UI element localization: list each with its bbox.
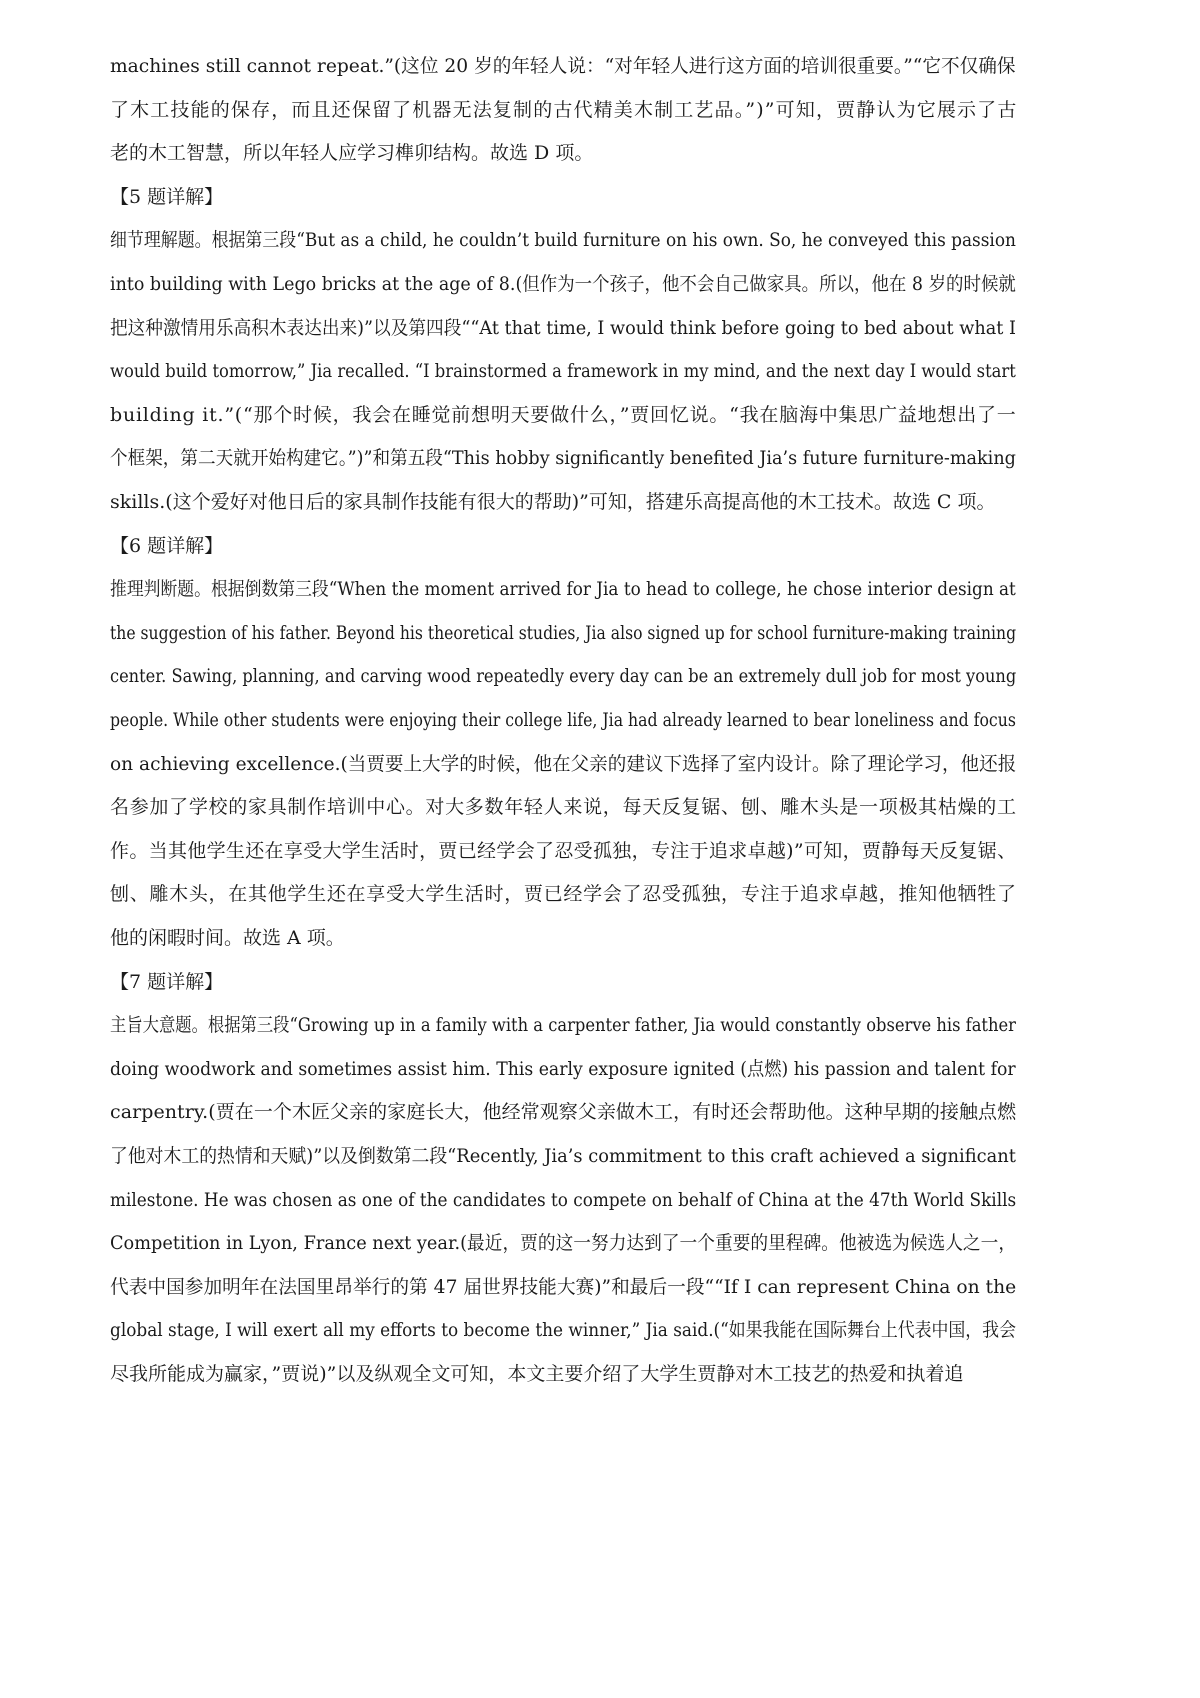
q5-heading: 【5 题详解】: [110, 185, 224, 208]
text-line: 名参加了学校的家具制作培训中心。对大多数年轻人来说，每天反复锯、刨、雕木头是一项极其枯燥的工: [110, 796, 1017, 819]
text-line: Competition in Lyon, France next year.(最近，贾的这一努力达到了一个重要的里程碑。他被选为候选人之一，: [110, 1232, 1017, 1255]
text-line: skills.(这个爱好对他日后的家具制作技能有很大的帮助)”可知，搭建乐高提高他的木工技术。故选 C 项。: [110, 491, 996, 513]
text-line: on achieving excellence.(当贾要上大学的时候，他在父亲的建议下选择了室内设计。除了理论学习，他还报: [110, 752, 1017, 775]
text-line: 主旨大意题。根据第三段“Growing up in a family with a carpenter father, Jia would constantly observe his father: [110, 1014, 1016, 1037]
text-line: 推理判断题。根据倒数第三段“When the moment arrived for Jia to head to college, he chose interior design at: [110, 578, 1016, 601]
text-line: into building with Lego bricks at the age of 8.(但作为一个孩子，他不会自己做家具。所以，他在 8 岁的时候就: [110, 273, 1016, 295]
text-line: building it.”(“那个时候，我会在睡觉前想明天要做什么，”贾回忆说。“我在脑海中集思广益地想出了一: [110, 403, 1017, 426]
text-line: 了木工技能的保存，而且还保留了机器无法复制的古代精美木制工艺品。”)”可知，贾静认为它展示了古: [110, 98, 1018, 121]
text-line: the suggestion of his father. Beyond his theoretical studies, Jia also signed up for school furniture-making training: [110, 621, 1017, 644]
text-line: 刨、雕木头，在其他学生还在享受大学生活时，贾已经学会了忍受孤独，专注于追求卓越，推知他牺牲了: [110, 883, 1017, 906]
q7-heading: 【7 题详解】: [110, 970, 224, 993]
text-line: carpentry.(贾在一个木匠父亲的家庭长大，他经常观察父亲做木工，有时还会帮助他。这种早期的接触点燃: [110, 1101, 1017, 1124]
text-line: 作。当其他学生还在享受大学生活时，贾已经学会了忍受孤独，专注于追求卓越)”可知，贾静每天反复锯、: [110, 839, 1017, 862]
text-line: 把这种激情用乐高积木表达出来)”以及第四段““At that time, I would think before going to bed about what I: [110, 316, 1016, 339]
text-line: 代表中国参加明年在法国里昂举行的第 47 届世界技能大赛)”和最后一段““If I can represent China on the: [110, 1275, 1017, 1298]
text-line: global stage, I will exert all my efforts to become the winner,” Jia said.(“如果我能在国际舞台上代表中国，我会: [110, 1319, 1016, 1342]
text-line: 细节理解题。根据第三段“But as a child, he couldn’t build furniture on his own. So, he conveyed this passion: [110, 229, 1016, 252]
q6-heading: 【6 题详解】: [110, 534, 224, 557]
text-line: center. Sawing, planning, and carving wood repeatedly every day can be an extremely dull job for most young: [110, 665, 1017, 688]
text-line: milestone. He was chosen as one of the candidates to compete on behalf of China at the 47th World Skills: [110, 1188, 1017, 1211]
text-line: 老的木工智慧，所以年轻人应学习榫卯结构。故选 D 项。: [110, 142, 594, 165]
text-line: 尽我所能成为赢家，”贾说)”以及纵观全文可知，本文主要介绍了大学生贾静对木工技艺的热爱和执着追: [110, 1363, 964, 1385]
text-line: machines still cannot repeat.”(这位 20 岁的年轻人说：“对年轻人进行这方面的培训很重要。”“它不仅确保: [110, 55, 1016, 77]
text-line: doing woodwork and sometimes assist him. This early exposure ignited (点燃) his passion and talent for: [110, 1057, 1016, 1080]
text-line: people. While other students were enjoying their college life, Jia had already learned to bear loneliness and focus: [110, 709, 1016, 731]
text-line: 他的闲暇时间。故选 A 项。: [110, 927, 345, 949]
text-line: 了他对木工的热情和天赋)”以及倒数第二段“Recently, Jia’s commitment to this craft achieved a significant: [110, 1145, 1016, 1167]
text-line: 个框架，第二天就开始构建它。”)”和第五段“This hobby significantly benefited Jia’s future furniture-making: [110, 447, 1016, 470]
text-line: would build tomorrow,” Jia recalled. “I brainstormed a framework in my mind, and the next day I would start: [110, 360, 1016, 383]
